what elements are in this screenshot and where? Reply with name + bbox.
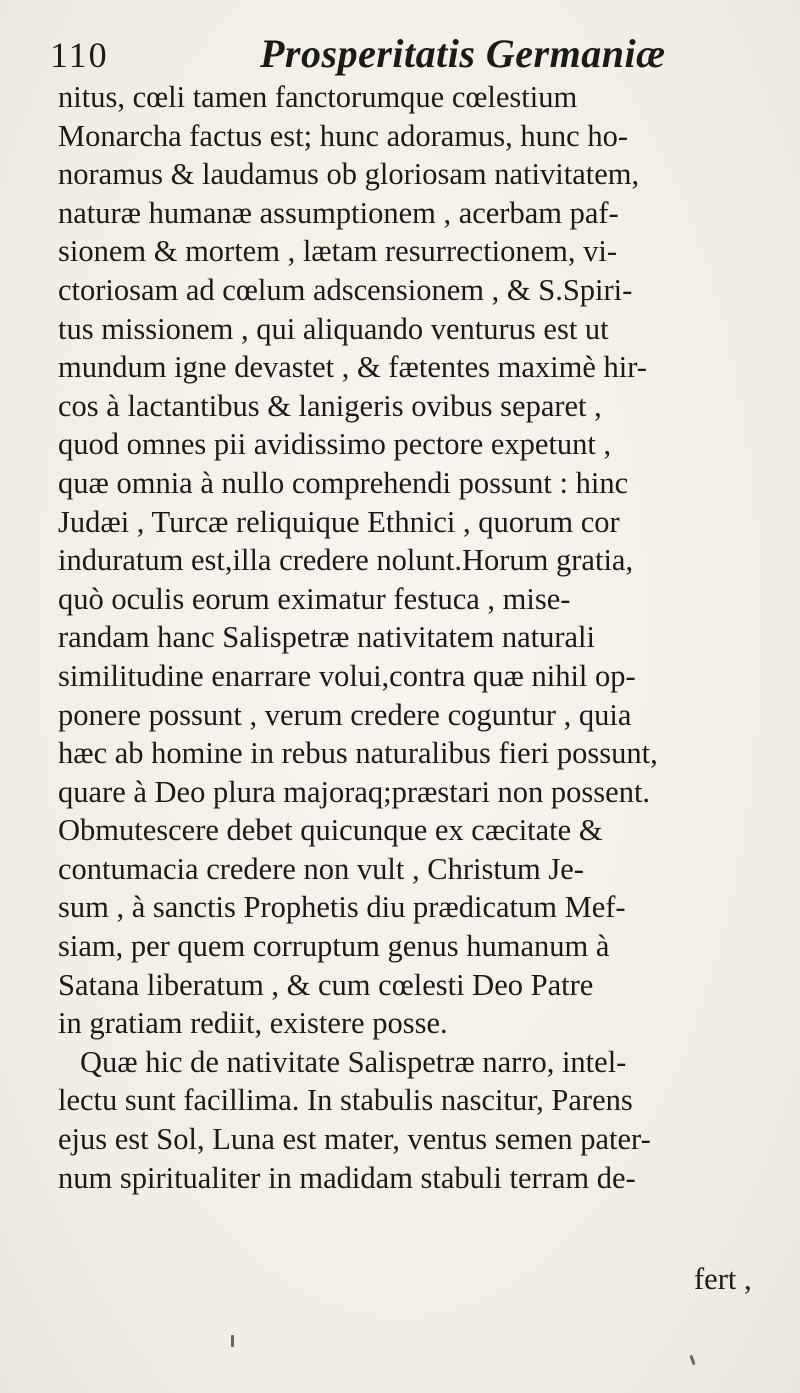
text-line: similitudine enarrare volui,contra quæ nihil op-: [58, 658, 636, 693]
text-line: quò oculis eorum eximatur festuca , mise-: [58, 581, 571, 616]
text-line: ctoriosam ad cœlum adscensionem , & S.Spiri-: [58, 272, 633, 307]
text-line: tus missionem , qui aliquando venturus est ut: [58, 311, 609, 346]
text-line: Monarcha factus est; hunc adoramus, hunc ho-: [58, 118, 628, 153]
paragraph-start-line: Quæ hic de nativitate Salispetræ narro, intel-: [80, 1044, 627, 1079]
text-line: quod omnes pii avidissimo pectore expetunt ,: [58, 427, 612, 462]
text-line: Satana liberatum , & cum cœlesti Deo Patre: [58, 967, 594, 1002]
text-line: siam, per quem corruptum genus humanum à: [58, 929, 610, 964]
text-line: sum , à sanctis Prophetis diu prædicatum Mef-: [58, 890, 626, 925]
text-line: lectu sunt facillima. In stabulis nascitur, Parens: [58, 1083, 633, 1118]
text-line: quare à Deo plura majoraq;præstari non possent.: [58, 774, 651, 809]
text-line: contumacia credere non vult , Christum Je-: [58, 851, 584, 886]
text-line: nitus, cœli tamen fanctorumque cœlestium: [58, 80, 578, 114]
text-line: Judæi , Turcæ reliquique Ethnici , quorum cor: [58, 504, 620, 539]
body-text: [58, 78, 772, 1197]
text-line: num spiritualiter in madidam stabuli terram de-: [58, 1160, 636, 1195]
text-line: naturæ humanæ assumptionem , acerbam paf-: [58, 195, 619, 230]
ink-speck: [689, 1355, 695, 1365]
text-line: quæ omnia à nullo comprehendi possunt : hinc: [58, 465, 629, 500]
catchword: fert ,: [694, 1262, 752, 1296]
page-header: [50, 30, 750, 80]
text-line: mundum igne devastet , & fætentes maximè hir-: [58, 350, 647, 385]
text-line: cos à lactantibus & lanigeris ovibus separet ,: [58, 388, 602, 423]
text-line: in gratiam rediit, existere posse.: [58, 1006, 448, 1041]
text-line: induratum est,illa credere nolunt.Horum gratia,: [58, 543, 634, 578]
text-line: hæc ab homine in rebus naturalibus fieri possunt,: [58, 736, 658, 771]
text-line: ejus est Sol, Luna est mater, ventus semen pater-: [58, 1122, 651, 1157]
text-line: randam hanc Salispetræ nativitatem naturali: [58, 620, 595, 655]
text-line: Obmutescere debet quicunque ex cæcitate &: [58, 813, 603, 848]
text-line: sionem & mortem , lætam resurrectionem, vi-: [58, 234, 618, 269]
text-line: noramus & laudamus ob gloriosam nativitatem,: [58, 157, 640, 192]
text-line: ponere possunt , verum credere coguntur , quia: [58, 697, 632, 732]
page-number: 110: [50, 35, 109, 75]
running-head: Prosperitatis Germaniæ: [260, 31, 666, 76]
ink-speck: [231, 1335, 234, 1347]
